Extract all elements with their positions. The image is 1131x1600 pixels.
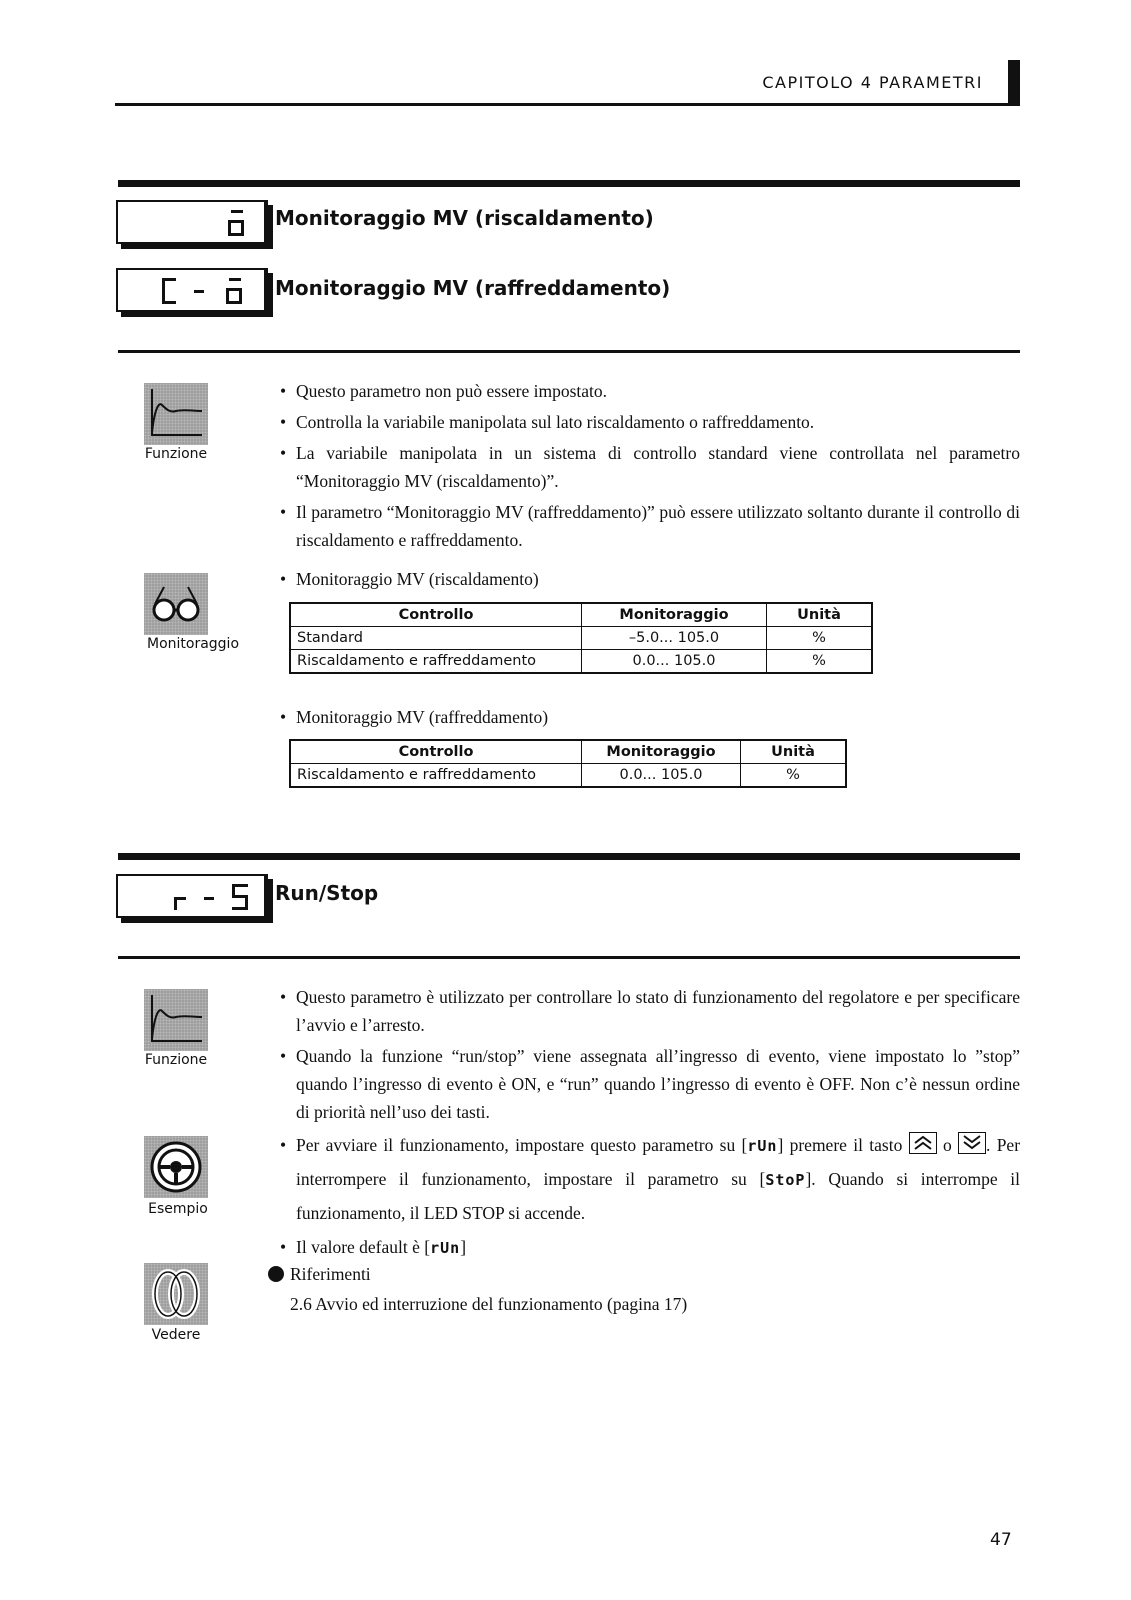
example-wheel-icon [144,1136,208,1198]
page-number: 47 [990,1530,1012,1550]
bullet-item [280,1233,1020,1262]
up-key-icon [909,1132,937,1154]
down-key-icon [958,1132,986,1154]
table-mv-heating [290,603,872,673]
section-divider [118,350,1020,353]
col-header: Monitoraggio [582,604,767,627]
bullet-text: Il valore default è [ [296,1237,431,1257]
see-label: Vedere [151,1327,201,1343]
header-marker [1008,60,1020,106]
monitor-label: Monitoraggio [146,636,240,652]
reference-link: 2.6 Avvio ed interruzione del funzionamento (pagina 17) [290,1294,688,1314]
bullet-item: • Controlla la variabile manipolata sul lato riscaldamento o raffreddamento. [280,408,1020,436]
table-cell: Riscaldamento e raffreddamento [291,650,582,673]
bullet-text: ] [460,1237,467,1257]
stop-code: StoP [765,1171,806,1189]
bullet-text: ] premere il tasto [777,1135,903,1155]
bullet-dot-icon [268,1266,284,1282]
table-row [291,650,872,673]
section-divider [118,956,1020,959]
title-bar [264,874,268,918]
col-header: Unità [767,604,872,627]
table-row [291,627,872,650]
table-cell: 0.0... 105.0 [582,650,767,673]
title-bar [264,268,268,312]
param-display-c-o [116,268,268,312]
table-cell: % [767,650,872,673]
header-rule [115,103,1020,106]
table-cell: –5.0... 105.0 [582,627,767,650]
param-display-o [116,200,268,244]
function-icon [144,989,208,1051]
chapter-header: CAPITOLO 4 PARAMETRI [762,73,983,92]
bullet-item [280,1129,1020,1230]
bullet-text: . Per interrompere il funzionamento, impostare il parametro su [ [296,1135,1021,1189]
see-rings-icon [144,1263,208,1325]
references-block [268,1259,687,1319]
table-cell: Standard [291,627,582,650]
col-header: Unità [741,741,846,764]
segment-r-s-icon [166,880,256,914]
col-header: Controllo [291,741,582,764]
section1-bullets [280,377,1020,557]
bullet-item: • Il parametro “Monitoraggio MV (raffreddamento)” può essere utilizzato soltanto durante il controllo di riscaldamento e raffreddamento. [280,498,1020,554]
param-title-runstop: Run/Stop [275,881,379,905]
table-row [291,764,846,787]
table-mv-cooling [290,740,846,787]
monitor-glasses-icon [144,573,208,635]
section2-bullets [280,983,1020,1265]
bullet-text: o [942,1135,952,1155]
title-bar [264,200,268,244]
table1-caption [280,565,1020,596]
col-header: Monitoraggio [582,741,741,764]
table-cell: 0.0... 105.0 [582,764,741,787]
param-title-cooling: Monitoraggio MV (raffreddamento) [275,276,671,300]
function-icon [144,383,208,445]
table-cell: % [741,764,846,787]
example-label: Esempio [148,1201,208,1217]
table-header-row [291,741,846,764]
caption-text: • Monitoraggio MV (riscaldamento) [280,565,1020,593]
table2-caption [280,703,1020,734]
function-label: Funzione [144,446,208,462]
table-header-row [291,604,872,627]
param-display-r-s [116,874,268,918]
section-rule [118,853,1020,860]
section-rule [118,180,1020,187]
table-cell: % [767,627,872,650]
col-header: Controllo [291,604,582,627]
segment-c-o-icon [156,274,256,308]
function-label: Funzione [144,1052,208,1068]
caption-text: • Monitoraggio MV (raffreddamento) [280,703,1020,731]
param-title-heating: Monitoraggio MV (riscaldamento) [275,206,654,230]
bullet-text: ]. Quando si interrompe il funzionamento, il LED STOP si accende. [296,1169,1020,1223]
bullet-item: • Quando la funzione “run/stop” viene assegnata all’ingresso di evento, viene impostato lo ”stop” quando l’ingresso di evento è ON, e “run” quando l’ingresso di evento è OFF. Non c’è nessun ordine di priorità nell’uso dei tasti. [280,1042,1020,1126]
bullet-item: • La variabile manipolata in un sistema di controllo standard viene controllata nel parametro “Monitoraggio MV (riscaldamento)”. [280,439,1020,495]
run-code: rUn [430,1239,461,1257]
bullet-text: Per avviare il funzionamento, impostare questo parametro su [ [296,1135,748,1155]
bullet-item: • Questo parametro è utilizzato per controllare lo stato di funzionamento del regolatore e per specificare l’avvio e l’arresto. [280,983,1020,1039]
run-code: rUn [747,1137,778,1155]
bullet-item: • Questo parametro non può essere impostato. [280,377,1020,405]
references-label: Riferimenti [290,1264,371,1284]
table-cell: Riscaldamento e raffreddamento [291,764,582,787]
segment-o-icon [222,206,256,240]
